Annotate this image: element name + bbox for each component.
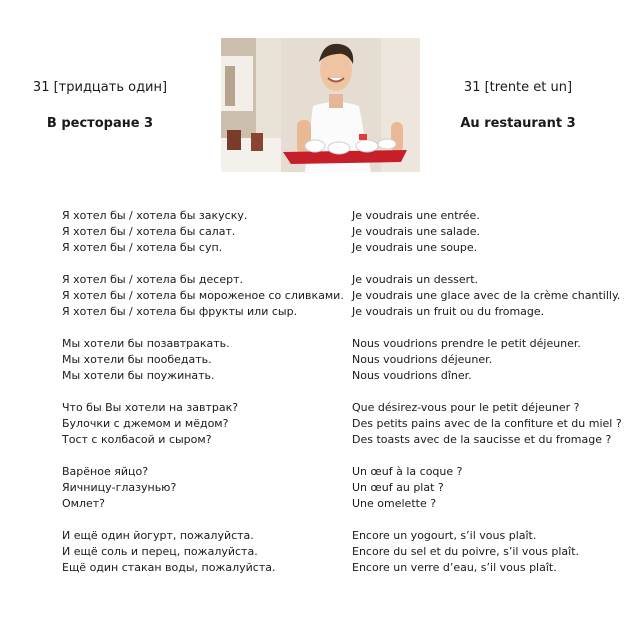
phrase-ru: Ещё один стакан воды, пожалуйста. [62,561,276,574]
phrase-row [62,208,622,224]
phrase-ru: И ещё один йогурт, пожалуйста. [62,529,254,542]
phrase-ru: Я хотел бы / хотела бы салат. [62,225,236,238]
phrase-row [62,368,622,384]
phrase-row [62,496,622,512]
phrase-ru: Яичницу-глазунью? [62,481,177,494]
phrase-row [62,304,622,320]
phrase-ru: И ещё соль и перец, пожалуйста. [62,545,258,558]
phrase-ru: Я хотел бы / хотела бы десерт. [62,273,243,286]
phrase-fr: Encore du sel et du poivre, s’il vous plaît. [352,545,580,558]
phrase-row [62,560,622,576]
lesson-title-ru: В ресторане 3 [46,116,154,131]
lesson-number-fr: 31 [trente et un] [463,80,573,95]
phrase-ru: Мы хотели бы позавтракать. [62,337,230,350]
phrase-ru: Булочки с джемом и мёдом? [62,417,229,430]
phrase-ru: Я хотел бы / хотела бы суп. [62,241,223,254]
phrase-list [62,208,622,592]
phrase-fr: Nous voudrions déjeuner. [352,353,493,366]
phrase-ru: Я хотел бы / хотела бы закуску. [62,209,248,222]
phrase-group [62,400,622,448]
phrase-group [62,272,622,320]
phrase-ru: Варёное яйцо? [62,465,149,478]
phrase-fr: Encore un yogourt, s’il vous plaît. [352,529,537,542]
phrase-row [62,544,622,560]
phrase-row [62,464,622,480]
phrase-row [62,352,622,368]
phrase-row [62,336,622,352]
phrase-fr: Un œuf au plat ? [352,481,444,494]
phrase-group [62,208,622,256]
phrase-row [62,272,622,288]
lesson-title-fr: Au restaurant 3 [460,116,576,131]
phrase-row [62,416,622,432]
phrase-fr: Que désirez-vous pour le petit déjeuner ? [352,401,580,414]
phrase-row [62,480,622,496]
phrase-ru: Мы хотели бы пообедать. [62,353,212,366]
phrase-row [62,224,622,240]
phrase-row [62,240,622,256]
phrase-fr: Je voudrais un dessert. [352,273,479,286]
phrase-fr: Une omelette ? [352,497,437,510]
phrase-fr: Je voudrais une glace avec de la crème chantilly. [352,289,621,302]
phrase-ru: Омлет? [62,497,106,510]
phrase-group [62,528,622,576]
phrase-row [62,528,622,544]
lesson-number-ru: 31 [тридцать один] [32,80,168,95]
phrase-row [62,432,622,448]
phrase-fr: Nous voudrions prendre le petit déjeuner. [352,337,581,350]
phrase-fr: Des toasts avec de la saucisse et du fromage ? [352,433,612,446]
phrase-fr: Je voudrais un fruit ou du fromage. [352,305,545,318]
phrase-fr: Nous voudrions dîner. [352,369,472,382]
phrase-row [62,288,622,304]
phrase-ru: Я хотел бы / хотела бы мороженое со сливками. [62,289,344,302]
phrase-fr: Je voudrais une entrée. [352,209,480,222]
phrase-ru: Тост с колбасой и сыром? [62,433,212,446]
phrase-group [62,336,622,384]
phrase-row [62,400,622,416]
phrase-group [62,464,622,512]
phrase-fr: Je voudrais une salade. [352,225,480,238]
phrase-fr: Un œuf à la coque ? [352,465,463,478]
phrase-ru: Что бы Вы хотели на завтрак? [62,401,239,414]
phrase-fr: Des petits pains avec de la confiture et du miel ? [352,417,622,430]
phrase-ru: Мы хотели бы поужинать. [62,369,215,382]
phrase-fr: Encore un verre d’eau, s’il vous plaît. [352,561,557,574]
phrase-ru: Я хотел бы / хотела бы фрукты или сыр. [62,305,298,318]
phrase-fr: Je voudrais une soupe. [352,241,478,254]
waiter-photo [221,38,420,172]
